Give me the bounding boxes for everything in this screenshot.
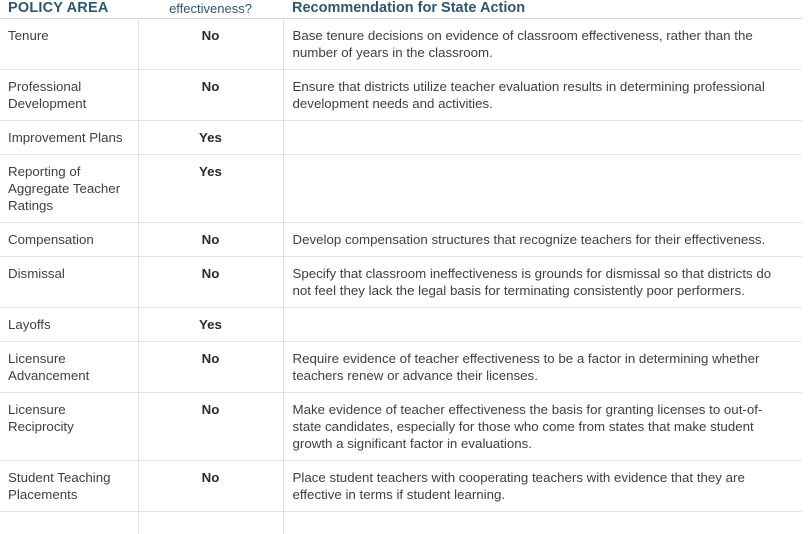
cell-effectiveness: No [138,222,283,256]
cell-policy-area: Reporting of Aggregate Teacher Ratings [0,154,138,222]
recommendation-text: Develop compensation structures that recognize teachers for their effectiveness. [292,231,766,247]
cell-recommendation [283,120,802,154]
cell-recommendation [283,222,802,256]
cell-effectiveness: Yes [138,307,283,341]
cell-policy-area: Licensure Reciprocity [0,392,138,460]
recommendation-text: Require evidence of teacher effectiveness to be a factor in determining whether teachers renew or advance their licenses. [292,350,760,383]
cell-effectiveness: Yes [138,120,283,154]
cell-effectiveness: No [138,460,283,511]
cell-effectiveness: No [138,69,283,120]
cell-recommendation [283,256,802,307]
cell-policy-area: Compensation [0,222,138,256]
column-header-policy-area: POLICY AREA [0,0,138,18]
cell-policy-area: Dismissal [0,256,138,307]
cell-effectiveness: Yes [138,154,283,222]
cell-effectiveness: No [138,256,283,307]
recommendation-text: Place student teachers with cooperating teachers with evidence that they are effective in terms if student learning. [292,469,745,502]
recommendation-text: Make evidence of teacher effectiveness the basis for granting licenses to out-of-state candidates, especially for those who come from states that make student growth a significant factor in evaluations. [292,401,763,451]
table-row [0,120,802,154]
recommendation-text: Base tenure decisions on evidence of classroom effectiveness, rather than the number of years in the classroom. [292,27,753,60]
cell-effectiveness [138,511,283,534]
table-row [0,341,802,392]
table-row [0,392,802,460]
cell-policy-area: Licensure Advancement [0,341,138,392]
cell-policy-area: Improvement Plans [0,120,138,154]
table-row [0,18,802,69]
column-header-recommendation: Recommendation for State Action [283,0,802,18]
table-row [0,256,802,307]
cell-effectiveness: No [138,18,283,69]
table-row [0,69,802,120]
cell-policy-area: Student Teaching Placements [0,460,138,511]
recommendation-text: Specify that classroom ineffectiveness is grounds for dismissal so that districts do not feel they lack the legal basis for terminating consistently poor performers. [292,265,772,298]
cell-policy-area: Professional Development [0,69,138,120]
table-row [0,460,802,511]
recommendation-text: Ensure that districts utilize teacher evaluation results in determining professional development needs and activities. [292,78,765,111]
table-row [0,511,802,534]
cell-recommendation [283,154,802,222]
cell-recommendation [283,392,802,460]
table-header [0,0,802,18]
table-header-row [0,0,802,18]
cell-recommendation [283,307,802,341]
cell-policy-area [0,511,138,534]
cell-policy-area: Tenure [0,18,138,69]
cell-policy-area: Layoffs [0,307,138,341]
table-row [0,222,802,256]
cell-effectiveness: No [138,392,283,460]
cell-recommendation [283,460,802,511]
table-body [0,18,802,534]
cell-recommendation [283,69,802,120]
table-row [0,154,802,222]
column-header-effectiveness: effectiveness? [138,0,283,18]
cell-recommendation [283,511,802,534]
cell-effectiveness: No [138,341,283,392]
table-row [0,307,802,341]
cell-recommendation [283,18,802,69]
cell-recommendation [283,341,802,392]
